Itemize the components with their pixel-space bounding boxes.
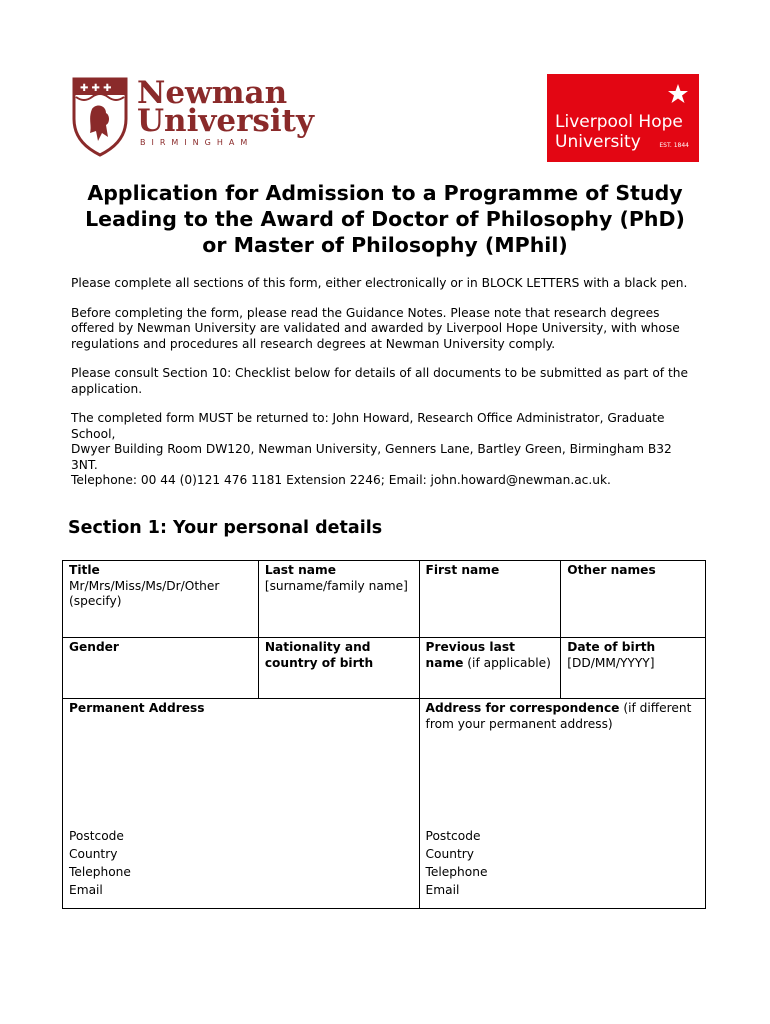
intro-paragraph-4 (71, 411, 701, 489)
title-field[interactable] (63, 561, 259, 638)
nationality-field[interactable] (258, 638, 419, 699)
return-address-line1: The completed form MUST be returned to: John Howard, Research Office Administrator, Graduate School, (71, 411, 665, 441)
intro-paragraph-3: Please consult Section 10: Checklist below for details of all documents to be submitted as part of the application. (71, 366, 688, 396)
form-title-line3: or Master of Philosophy (MPhil) (202, 233, 568, 257)
permanent-country-label: Country (69, 847, 118, 861)
gender-label: Gender (69, 640, 119, 654)
liverpool-hope-logo (547, 74, 699, 162)
correspondence-email-label: Email (425, 883, 460, 897)
nationality-label: Nationality and country of birth (264, 640, 374, 670)
title-hint: Mr/Mrs/Miss/Ms/Dr/Other (specify) (69, 578, 220, 608)
date-of-birth-field[interactable] (561, 638, 706, 699)
intro-paragraph-2: Before completing the form, please read the Guidance Notes. Please note that research degrees offered by Newman University are validated and awarded by Liverpool Hope University, with whose regulations and procedures all research degrees at Newman University comply. (71, 305, 680, 351)
first-name-field[interactable] (419, 561, 561, 638)
first-name-label: First name (425, 563, 500, 577)
correspondence-country-label: Country (425, 847, 474, 861)
other-names-field[interactable] (561, 561, 706, 638)
intro-paragraph-1: Please complete all sections of this form, either electronically or in BLOCK LETTERS with a black pen. (71, 276, 688, 290)
last-name-label: Last name (264, 563, 336, 577)
previous-last-name-label: Previous last name (425, 640, 515, 670)
permanent-address-label: Permanent Address (69, 701, 205, 715)
return-contact-line: Telephone: 00 44 (0)121 476 1181 Extension 2246; Email: john.howard@newman.ac.uk. (71, 473, 611, 487)
newman-logo-line1: Newman (137, 75, 288, 111)
form-title-line1: Application for Admission to a Programme of Study (87, 181, 683, 205)
personal-details-table (62, 560, 706, 909)
correspondence-address-block (426, 701, 699, 899)
permanent-address-block (69, 701, 413, 899)
previous-last-name-text (426, 640, 555, 671)
gender-field[interactable] (63, 638, 259, 699)
title-label: Title (69, 563, 100, 577)
last-name-field[interactable] (258, 561, 419, 638)
correspondence-address-lines (426, 827, 699, 899)
svg-text:✚ ✚ ✚: ✚ ✚ ✚ (80, 83, 112, 94)
form-title (40, 180, 730, 258)
section-1-heading: Section 1: Your personal details (68, 518, 383, 538)
liverpool-logo-est: EST. 1844 (659, 142, 689, 149)
correspondence-address-hint: (if different from your permanent address) (425, 701, 692, 731)
intro-text (71, 276, 701, 503)
newman-logo-line2: University (137, 103, 314, 139)
permanent-postcode-label: Postcode (69, 829, 124, 843)
correspondence-postcode-label: Postcode (425, 829, 481, 843)
date-of-birth-label: Date of birth (567, 640, 656, 654)
correspondence-address-text (426, 701, 699, 732)
return-address-line2: Dwyer Building Room DW120, Newman University, Genners Lane, Bartley Green, Birmingham B32 3NT. (71, 442, 672, 472)
previous-last-name-hint: (if applicable) (467, 655, 551, 670)
last-name-hint: [surname/family name] (264, 578, 408, 593)
newman-university-logo (70, 75, 320, 160)
correspondence-address-field[interactable] (419, 699, 705, 909)
permanent-email-label: Email (69, 883, 103, 897)
liverpool-logo-line2: University (555, 132, 641, 152)
permanent-address-field[interactable] (63, 699, 420, 909)
newman-crest-icon (70, 75, 130, 157)
newman-logo-city: BIRMINGHAM (140, 138, 254, 147)
previous-last-name-field[interactable] (419, 638, 561, 699)
header-logos (0, 0, 770, 170)
correspondence-address-label: Address for correspondence (425, 701, 620, 715)
permanent-telephone-label: Telephone (69, 865, 131, 879)
form-title-line2: Leading to the Award of Doctor of Philosophy (PhD) (85, 207, 685, 231)
correspondence-telephone-label: Telephone (425, 865, 488, 879)
star-icon (667, 83, 689, 105)
date-of-birth-hint: [DD/MM/YYYY] (567, 655, 655, 670)
other-names-label: Other names (567, 563, 656, 577)
liverpool-logo-line1: Liverpool Hope (555, 112, 683, 132)
permanent-address-lines (69, 827, 413, 899)
